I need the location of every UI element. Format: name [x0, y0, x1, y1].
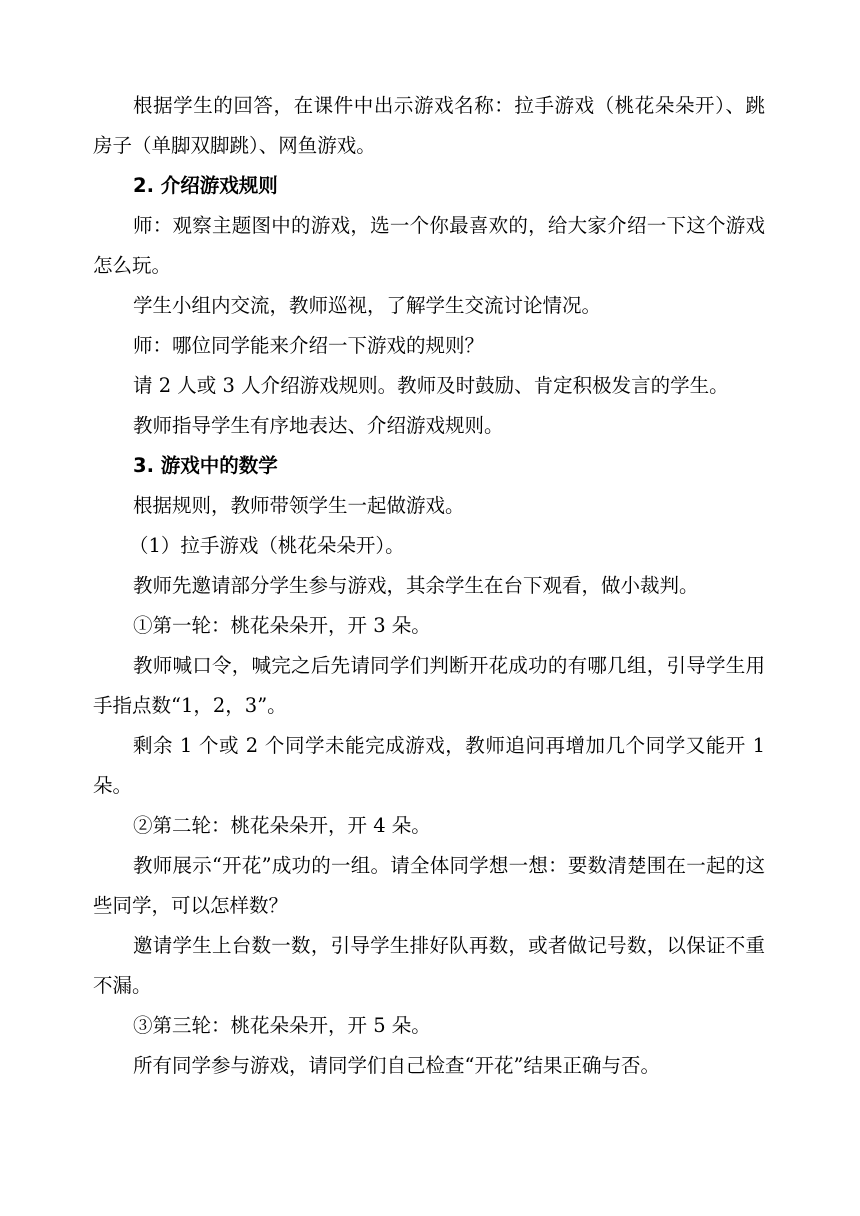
- paragraph-teacher-guide: 教师指导学生有序地表达、介绍游戏规则。: [133, 414, 504, 437]
- paragraph-teacher-question: 师：哪位同学能来介绍一下游戏的规则？: [133, 334, 485, 357]
- paragraph-count-on-stage: 邀请学生上台数一数，引导学生排好队再数，或者做记号数，以保证不重不漏。: [93, 934, 765, 997]
- paragraph-group-discussion: 学生小组内交流，教师巡视，了解学生交流讨论情况。: [133, 294, 602, 317]
- paragraph-round-three: ③第三轮：桃花朵朵开，开 5 朵。: [133, 1014, 431, 1037]
- paragraph-intro-games: 根据学生的回答，在课件中出示游戏名称：拉手游戏（桃花朵朵开）、跳房子（单脚双脚跳）、网鱼游戏。: [93, 94, 765, 157]
- document-page: [93, 86, 765, 1086]
- section-heading-math: 3. 游戏中的数学: [133, 454, 278, 477]
- paragraph-handholding-game: （1）拉手游戏（桃花朵朵开）。: [129, 534, 405, 557]
- paragraph-round-two: ②第二轮：桃花朵朵开，开 4 朵。: [133, 814, 431, 837]
- paragraph-remaining-students: 剩余 1 个或 2 个同学未能完成游戏，教师追问再增加几个同学又能开 1 朵。: [93, 734, 765, 797]
- paragraph-round-one: ①第一轮：桃花朵朵开，开 3 朵。: [133, 614, 431, 637]
- paragraph-invite-students: 教师先邀请部分学生参与游戏，其余学生在台下观看，做小裁判。: [133, 574, 699, 597]
- paragraph-students-introduce: 请 2 人或 3 人介绍游戏规则。教师及时鼓励、肯定积极发言的学生。: [133, 374, 729, 397]
- section-heading-rules: 2. 介绍游戏规则: [133, 174, 278, 197]
- paragraph-play-games: 根据规则，教师带领学生一起做游戏。: [133, 494, 465, 517]
- paragraph-teacher-command: 教师喊口令，喊完之后先请同学们判断开花成功的有哪几组，引导学生用手指点数“1，2，3”。: [93, 654, 765, 717]
- paragraph-show-group: 教师展示“开花”成功的一组。请全体同学想一想：要数清楚围在一起的这些同学，可以怎样数？: [93, 854, 765, 917]
- paragraph-teacher-observe: 师：观察主题图中的游戏，选一个你最喜欢的，给大家介绍一下这个游戏怎么玩。: [93, 214, 765, 277]
- paragraph-all-participate: 所有同学参与游戏，请同学们自己检查“开花”结果正确与否。: [133, 1054, 660, 1077]
